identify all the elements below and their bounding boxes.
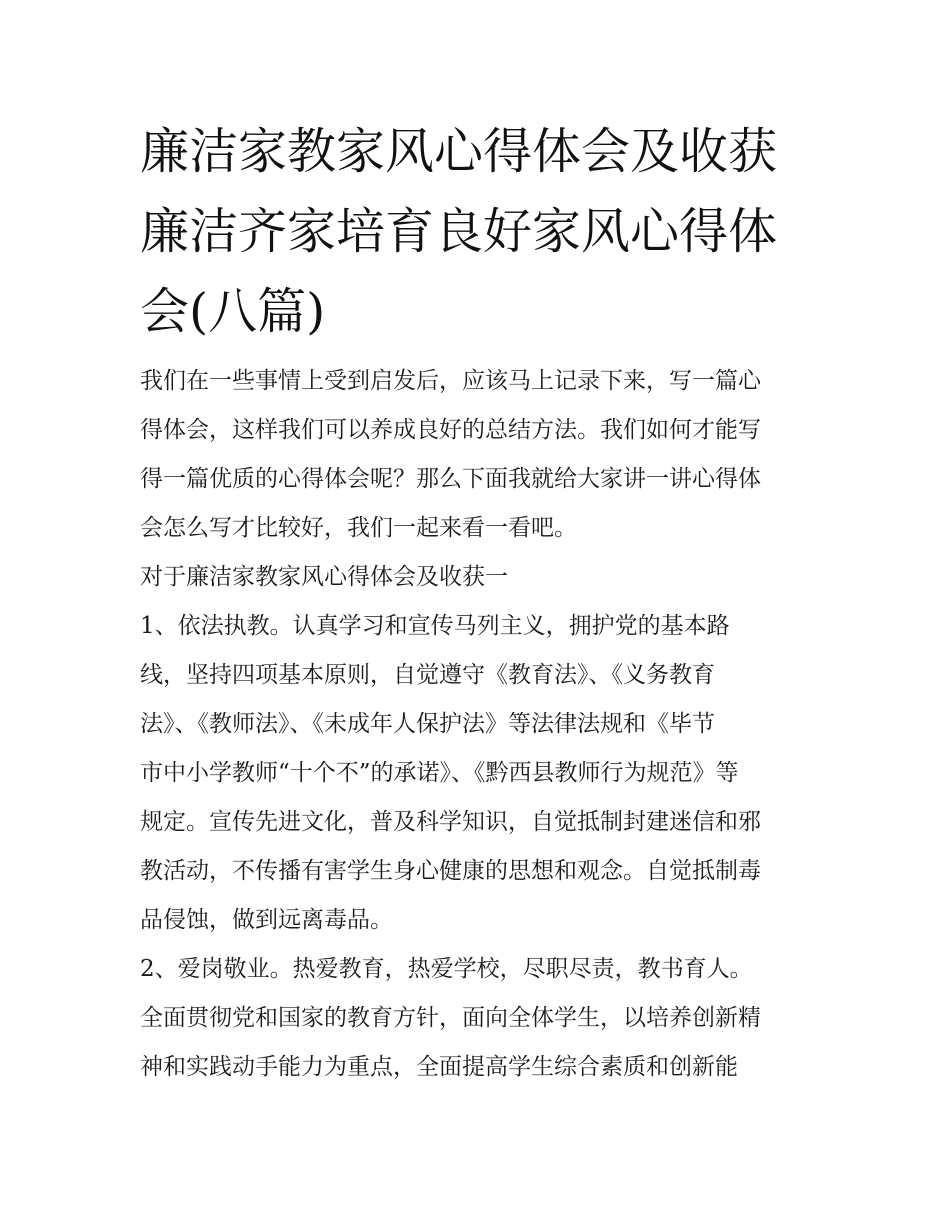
text-line: 全面贯彻党和国家的教育方针，面向全体学生，以培养创新精 [140, 1005, 761, 1031]
text-line: 品侵蚀，做到远离毒品。 [140, 907, 393, 933]
section-heading [140, 553, 508, 602]
intro-paragraph [140, 357, 761, 553]
text-line: 得体会，这样我们可以养成良好的总结方法。我们如何才能写 [140, 417, 761, 443]
text-line: 市中小学教师“十个不”的承诺》、《黔西县教师行为规范》等 [140, 760, 739, 786]
text-line: 规定。宣传先进文化，普及科学知识，自觉抵制封建迷信和邪 [140, 809, 761, 835]
item-1-paragraph [140, 602, 761, 945]
text-line: 教活动，不传播有害学生身心健康的思想和观念。自觉抵制毒 [140, 858, 761, 884]
text-line: 1、依法执教。认真学习和宣传马列主义，拥护党的基本路 [140, 613, 730, 639]
title-line: 廉洁家教家风心得体会及收获 [140, 123, 778, 180]
title-line: 廉洁齐家培育良好家风心得体 [140, 203, 778, 260]
text-line: 会怎么写才比较好，我们一起来看一看吧。 [140, 515, 577, 541]
text-line: 我们在一些事情上受到启发后，应该马上记录下来，写一篇心 [140, 368, 761, 394]
document-title [140, 112, 820, 352]
text-line: 法》、《教师法》、《未成年人保护法》等法律法规和《毕节 [140, 711, 715, 737]
text-line: 2、爱岗敬业。热爱教育，热爱学校，尽职尽责，教书育人。 [140, 956, 753, 982]
item-2-paragraph [140, 945, 761, 1092]
text-line: 得一篇优质的心得体会呢？那么下面我就给大家讲一讲心得体 [140, 466, 761, 492]
text-line: 神和实践动手能力为重点，全面提高学生综合素质和创新能 [140, 1054, 738, 1080]
text-line: 线，坚持四项基本原则，自觉遵守《教育法》、《义务教育 [140, 662, 715, 688]
text-line: 对于廉洁家教家风心得体会及收获一 [140, 564, 508, 590]
title-line: 会(八篇) [140, 283, 326, 340]
